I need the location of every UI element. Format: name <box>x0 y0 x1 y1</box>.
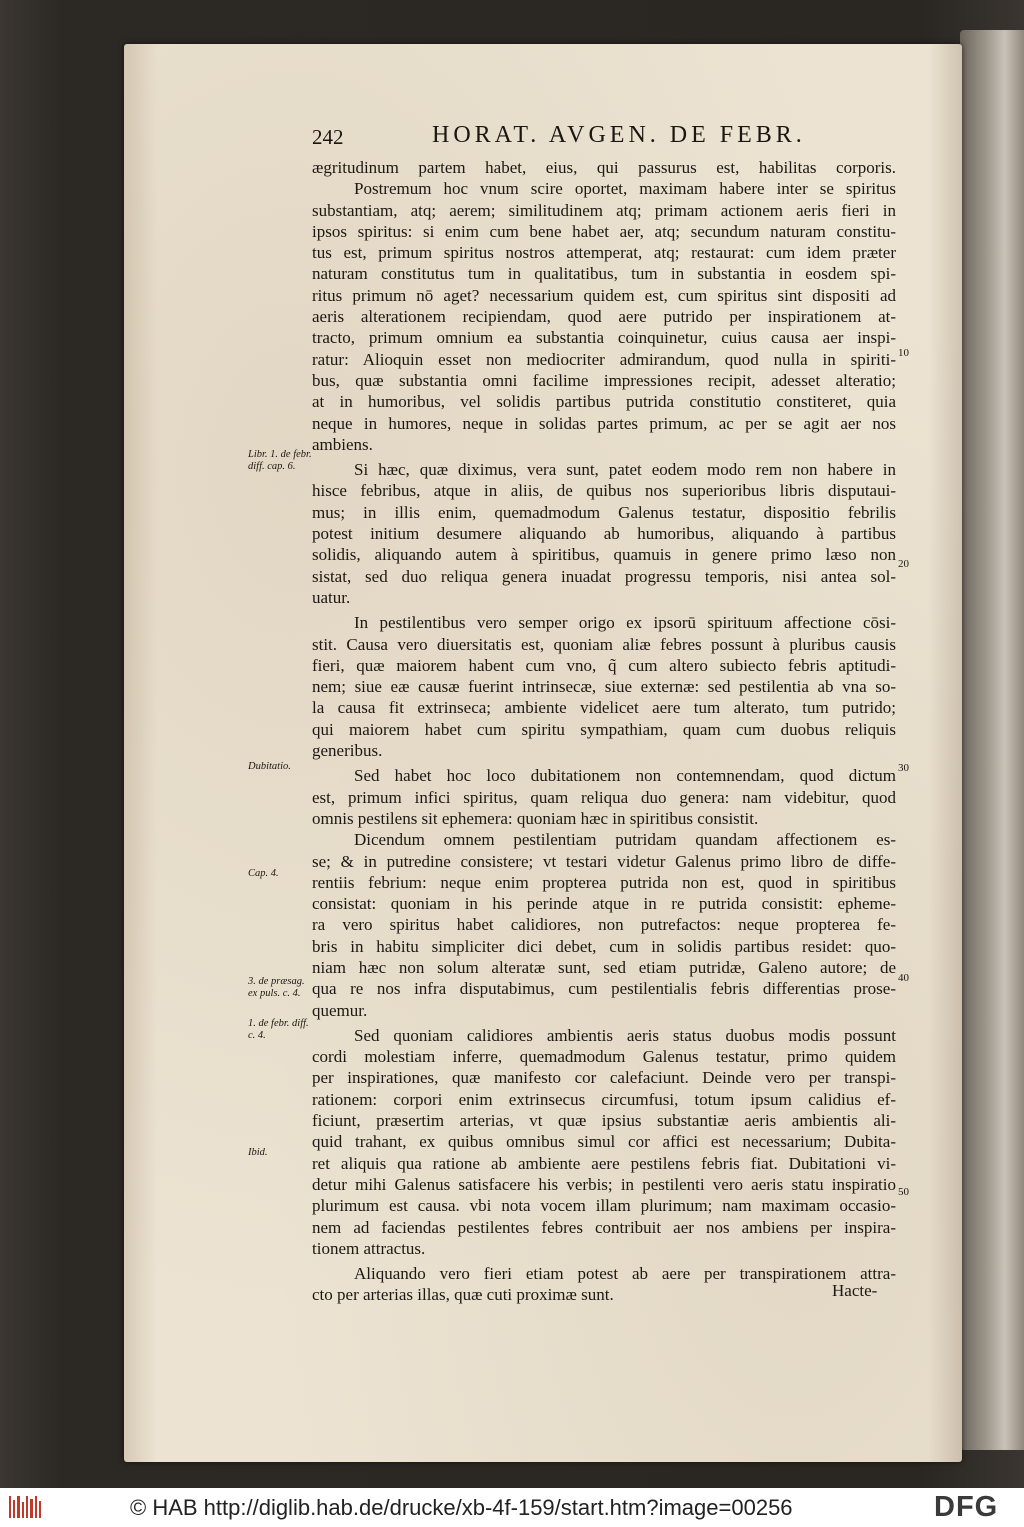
text-line: quid trahant, ex quibus omnibus simul cor affici est necessarium; Dubita- <box>312 1132 896 1152</box>
page-number: 242 <box>312 125 344 149</box>
text-line: qua re nos infra disputabimus, cum pestilentialis febris differentias prose- <box>312 979 896 999</box>
body-text <box>312 157 896 1306</box>
line-number: 30 <box>898 762 909 774</box>
text-line: Si hæc, quæ diximus, vera sunt, patet eodem modo rem non habere in <box>354 460 896 480</box>
text-line: tracto, primum omnium ea substantia coinquinetur, cuius causa aer inspi- <box>312 328 896 348</box>
text-line: qui maiorem habet cum spiritu sympathiam, quam cum duobus reliquis <box>312 719 896 739</box>
text-line: ambiens. <box>312 434 373 454</box>
text-line: detur mihi Galenus satisfacere his verbis; in pestilenti vero aeris statu inspiratio <box>312 1174 896 1194</box>
text-line: omnis pestilens sit ephemera: quoniam hæc in spiritibus consistit. <box>312 808 759 828</box>
margin-note: Libr. 1. de febr. diff. cap. 6. <box>248 449 312 472</box>
text-line: est, primum infici spiritus, quam reliqua duo genera: nam videbitur, quod <box>312 787 896 807</box>
text-line: plurimum est causa. vbi nota vocem illam plurimum; nam maximam occasio- <box>312 1196 896 1216</box>
running-title: HORAT. AVGEN. DE FEBR. <box>432 122 806 148</box>
line-number: 10 <box>898 347 909 359</box>
line-number: 50 <box>898 1186 909 1198</box>
copyright-credit: © HAB http://diglib.hab.de/drucke/xb-4f-159/start.htm?image=00256 <box>130 1495 793 1520</box>
text-line: Postremum hoc vnum scire oportet, maximam habere inter se spiritus <box>354 179 896 199</box>
margin-note: Ibid. <box>248 1147 268 1158</box>
text-line: mus; in illis enim, quemadmodum Galenus testatur, dispositio febrilis <box>312 502 896 522</box>
text-line: niam hæc non solum alteratæ sunt, sed etiam putridæ, Galeno autore; de <box>312 957 896 977</box>
text-line: generibus. <box>312 741 383 761</box>
text-line: rentiis febrium: neque enim propterea putrida non est, quod in spiritibus <box>312 872 896 892</box>
text-line: sistat, sed duo reliqua genera inuadat progressu temporis, nisi antea sol- <box>312 566 896 586</box>
text-line: nem ad faciendas pestilentes febres contribuit aer nos ambiens per inspira- <box>312 1217 896 1237</box>
text-line: potest initium desumere aliquando ab humoribus, aliquando à partibus <box>312 524 896 544</box>
text-line: substantiam, atq; aerem; similitudinem atq; primam actionem aeris fieri in <box>312 200 896 220</box>
line-number: 40 <box>898 972 909 984</box>
margin-note: Cap. 4. <box>248 868 279 879</box>
margin-note: 1. de febr. diff. c. 4. <box>248 1018 309 1041</box>
text-line: at in humoribus, vel solidis partibus putrida constitutio constiteret, quia <box>312 392 896 412</box>
text-line: Aliquando vero fieri etiam potest ab aere per transpirationem attra- <box>354 1264 896 1284</box>
text-line: neque in humores, neque in solidas partes primum, ac per se agit aer nos <box>312 413 896 433</box>
text-line: per inspirationes, quæ manifesto cor calefaciunt. Deinde vero per transpi- <box>312 1068 896 1088</box>
hab-barcode-logo-icon <box>8 1494 42 1520</box>
text-line: In pestilentibus vero semper origo ex ipsorū spirituum affectione cōsi- <box>354 613 896 633</box>
dfg-logo: DFG <box>934 1491 999 1523</box>
text-line: rationem: corpori enim extrinsecus circumfusi, totum ipsum calidius ef- <box>312 1089 896 1109</box>
text-line: ficiunt, præsertim arterias, vt quæ ipsius substantiæ aeris ambientis ali- <box>312 1111 896 1131</box>
text-line: ret aliquis qua ratione ab ambiente aere pestilens febris fiat. Dubitationi vi- <box>312 1153 896 1173</box>
footer-bar <box>0 1488 1024 1527</box>
text-line: Sed habet hoc loco dubitationem non contemnendam, quod dictum <box>354 766 896 786</box>
line-number: 20 <box>898 558 909 570</box>
text-line: la causa fit extrinseca; ambiente videlicet aere tum alterato, tum putrido; <box>312 698 896 718</box>
text-line: cto per arterias illas, quæ cuti proximæ sunt. <box>312 1285 614 1305</box>
text-line: nem; siue eæ causæ fuerint intrinsecæ, siue externæ: sed pestilentia ab vna so- <box>312 677 896 697</box>
text-line: uatur. <box>312 587 351 607</box>
text-line: fieri, quæ maiorem habent cum vno, q̃ cum altero subiecto febris aptitudi- <box>312 655 896 675</box>
text-line: se; & in putredine consistere; vt testari videtur Galenus primo libro de diffe- <box>312 851 896 871</box>
text-line: Dicendum omnem pestilentiam putridam quandam affectionem es- <box>354 830 896 850</box>
text-line: quemur. <box>312 1000 368 1020</box>
text-line: ipsos spiritus: si enim cum bene habet aer, atq; secundum naturam constitu- <box>312 221 896 241</box>
text-line: tionem attractus. <box>312 1238 426 1258</box>
text-line: cordi molestiam inferre, quemadmodum Galenus testatur, primo quidem <box>312 1047 896 1067</box>
text-line: Sed quoniam calidiores ambientis aeris status duobus modis possunt <box>354 1025 896 1045</box>
next-page-edge <box>960 30 1024 1450</box>
text-line: consistat: quoniam in his perinde atque in re putrida consistit: epheme- <box>312 894 896 914</box>
margin-note: Dubitatio. <box>248 761 291 772</box>
text-line: tus est, primum spiritus nostros attemperat, atq; restaurat: cum idem præter <box>312 243 896 263</box>
catchword: Hacte- <box>832 1281 878 1300</box>
text-line: ratur: Alioquin esset non mediocriter admirandum, quod nulla in spiriti- <box>312 349 896 369</box>
margin-note: 3. de præsag. ex puls. c. 4. <box>248 976 305 999</box>
text-line: ra vero spiritus habet calidiores, non putrefactos: neque propterea fe- <box>312 915 896 935</box>
text-line: bus, quæ substantia omni facilime impressiones recipit, adesset alteratio; <box>312 370 896 390</box>
text-line: ægritudinum partem habet, eius, qui passurus est, habilitas corporis. <box>312 158 896 177</box>
text-line: bris in habitu simpliciter dici debet, cum in solidis partibus residet: quo- <box>312 936 896 956</box>
text-line: naturam constitutus tum in qualitatibus, tum in substantia in eosdem spi- <box>312 264 896 284</box>
text-line: ritus primum nō aget? necessarium quidem est, cum spiritus sint dispositi ad <box>312 285 896 305</box>
text-line: solidis, aliquando autem à spiritibus, quamuis in genere primo læso non <box>312 545 896 565</box>
text-line: aeris alterationem recipiendam, quod aere putrido per inspirationem at- <box>312 307 896 327</box>
text-line: hisce febribus, atque in aliis, de quibus nos superioribus libris disputaui- <box>312 481 896 501</box>
text-line: stit. Causa vero diuersitatis est, quoniam aliæ febres possunt à pluribus causis <box>312 634 896 654</box>
